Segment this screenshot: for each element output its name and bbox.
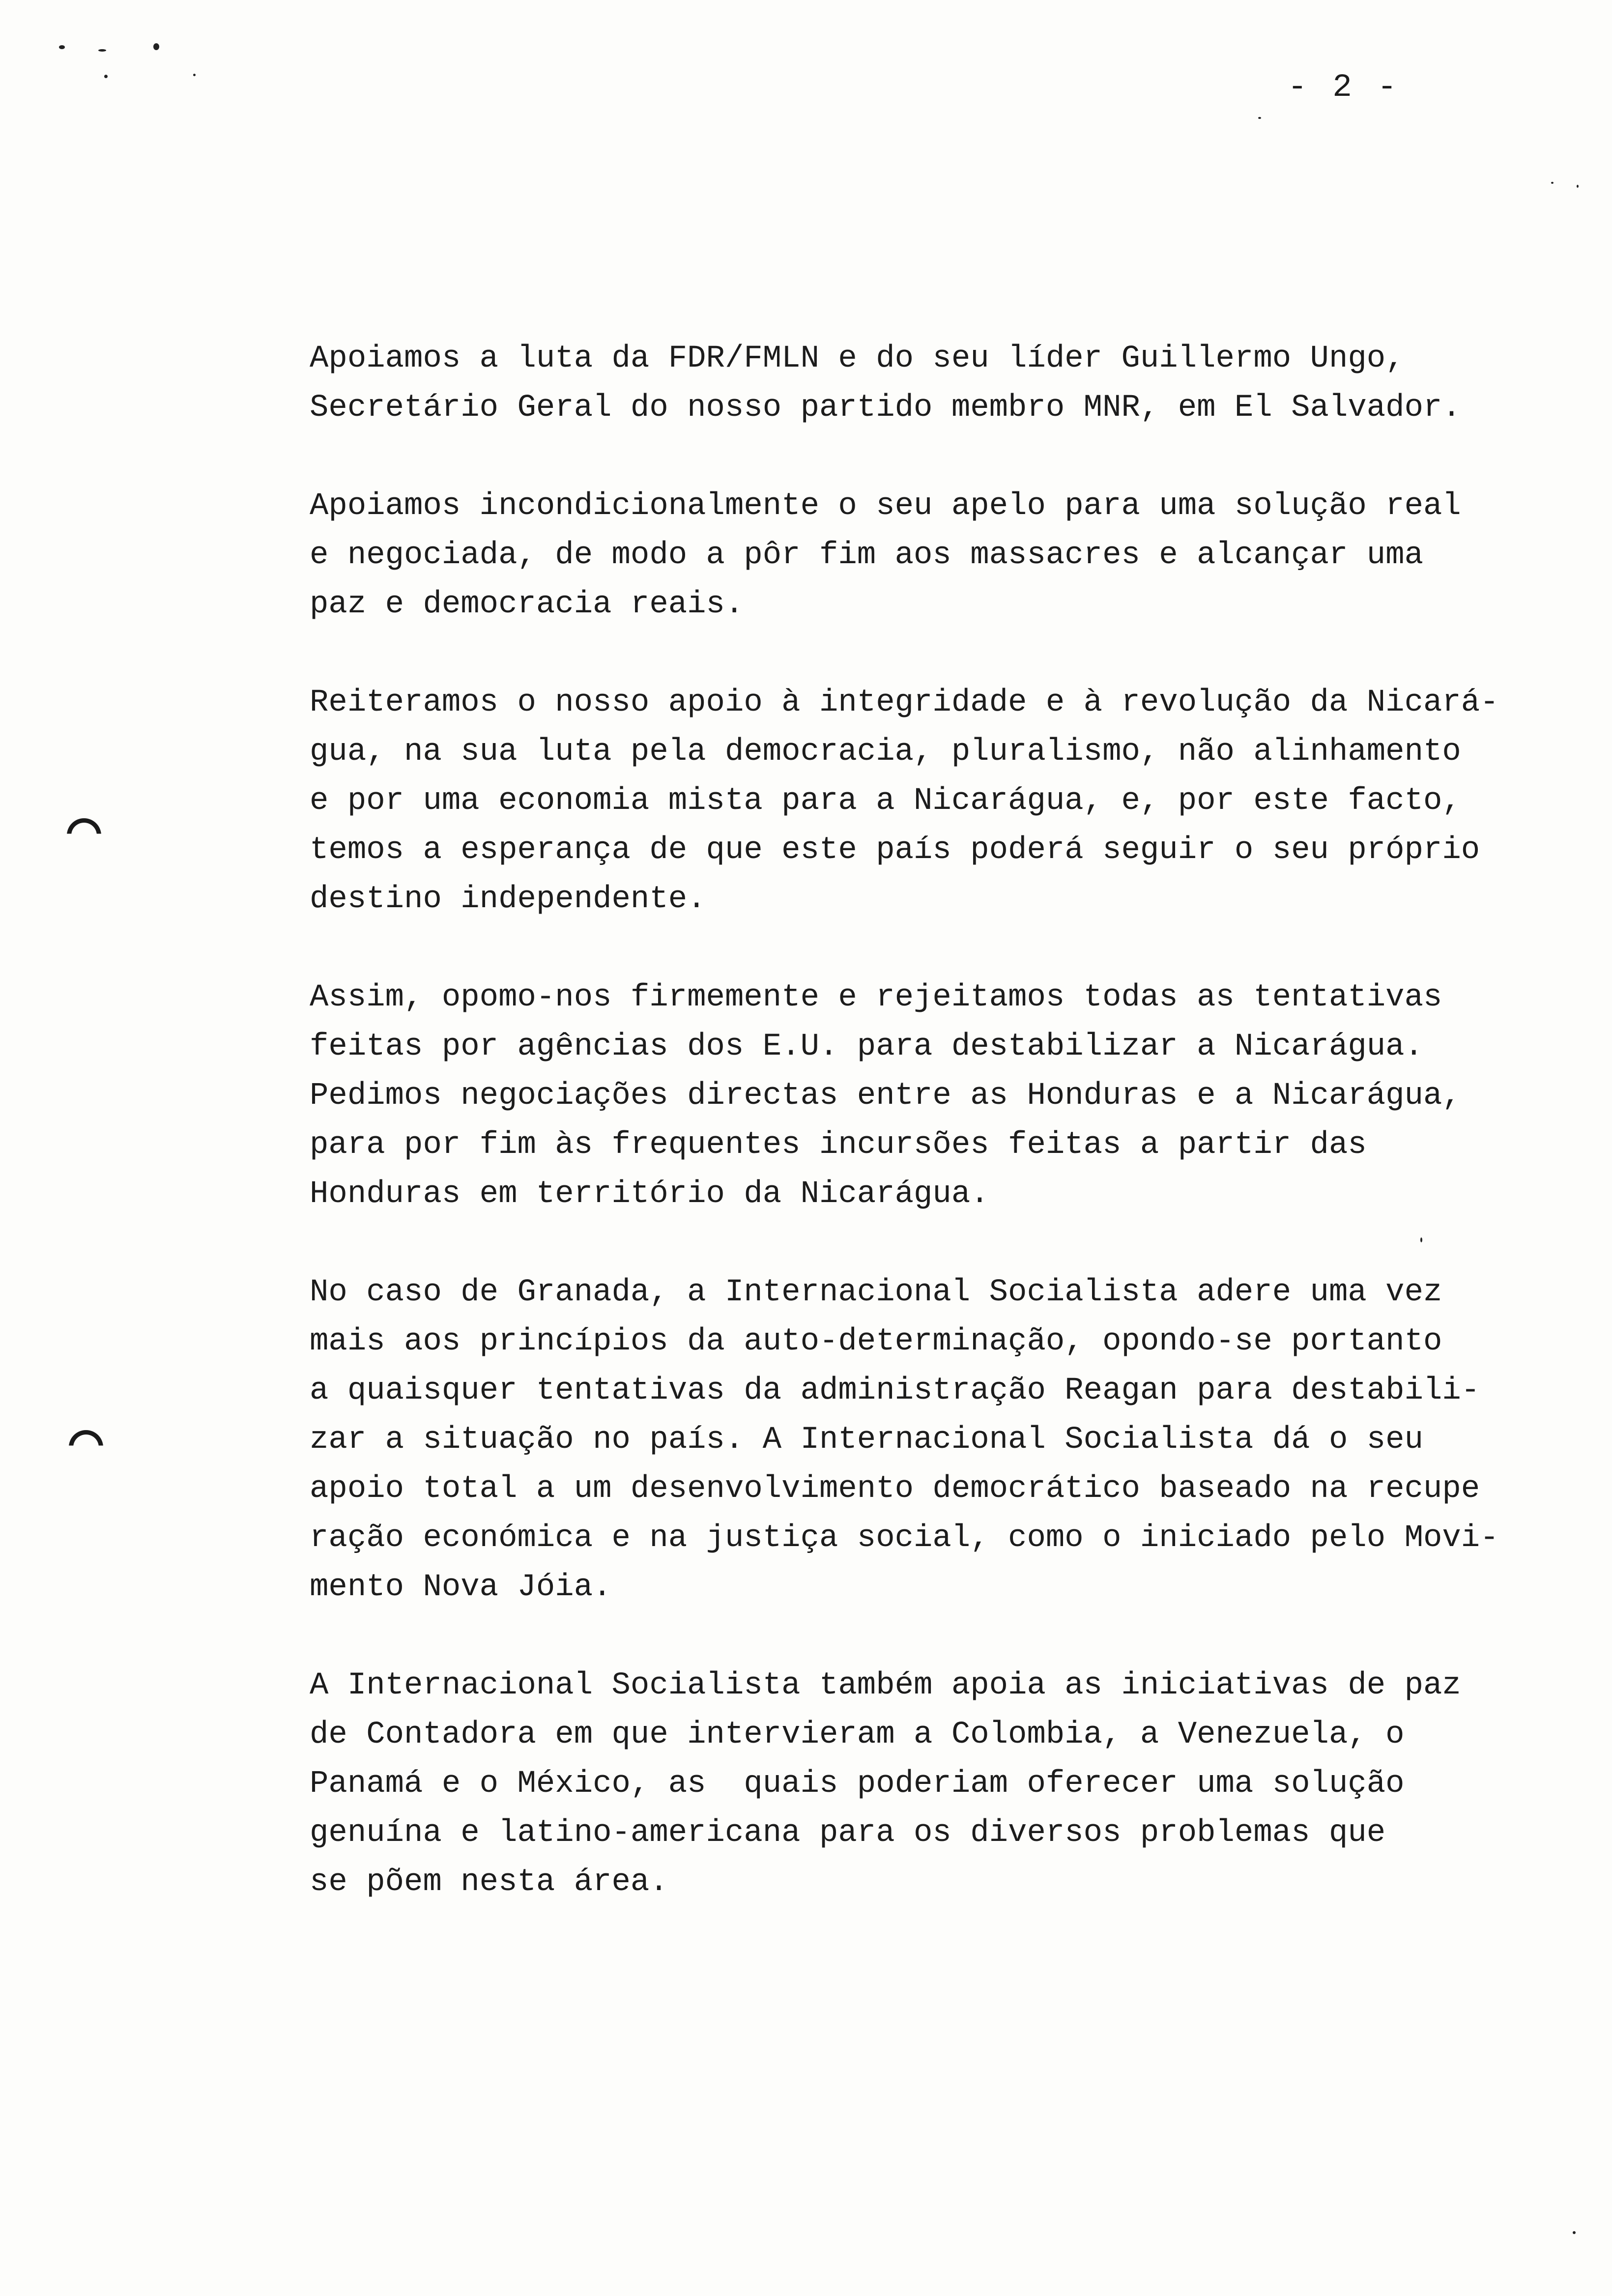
text-line: Pedimos negociações directas entre as Honduras e a Nicarágua, — [310, 1078, 1461, 1114]
text-line: Secretário Geral do nosso partido membro MNR, em El Salvador. — [310, 390, 1461, 426]
text-line: paz e democracia reais. — [310, 587, 744, 622]
text-line: Panamá e o México, as quais poderiam oferecer uma solução — [310, 1766, 1405, 1802]
text-line: se põem nesta área. — [310, 1865, 668, 1900]
scan-speck — [193, 74, 196, 76]
binder-hole-mark — [67, 818, 101, 853]
letter-body — [310, 334, 1568, 1907]
text-line: e negociada, de modo a pôr fim aos massacres e alcançar uma — [310, 538, 1423, 573]
text-line: destino independente. — [310, 882, 706, 917]
text-line: de Contadora em que intervieram a Colombia, a Venezuela, o — [310, 1717, 1405, 1752]
text-line: apoio total a um desenvolvimento democrático baseado na recupe — [310, 1471, 1480, 1507]
paragraph-contadora — [310, 1661, 1568, 1907]
text-line: mento Nova Jóia. — [310, 1570, 612, 1605]
text-line: genuína e latino-americana para os diversos problemas que — [310, 1815, 1386, 1851]
scan-speck — [1551, 182, 1554, 184]
text-line: Apoiamos a luta da FDR/FMLN e do seu líder Guillermo Ungo, — [310, 341, 1405, 376]
text-line: temos a esperança de que este país poderá seguir o seu próprio — [310, 832, 1480, 868]
text-line: zar a situação no país. A Internacional Socialista dá o seu — [310, 1422, 1423, 1458]
text-line: Reiteramos o nosso apoio à integridade e à revolução da Nicará- — [310, 685, 1499, 720]
text-line: gua, na sua luta pela democracia, pluralismo, não alinhamento — [310, 734, 1461, 770]
scan-speck — [1573, 2231, 1576, 2234]
text-line: ração económica e na justiça social, como o iniciado pelo Movi- — [310, 1521, 1499, 1556]
scan-speck — [1577, 185, 1579, 188]
scan-speck — [104, 75, 108, 78]
text-line: Honduras em território da Nicarágua. — [310, 1177, 989, 1212]
text-line: para por fim às frequentes incursões feitas a partir das — [310, 1127, 1367, 1163]
text-line: a quaisquer tentativas da administração Reagan para destabili- — [310, 1373, 1480, 1408]
paragraph-granada — [310, 1268, 1568, 1612]
text-line: mais aos princípios da auto-determinação, opondo-se portanto — [310, 1324, 1442, 1359]
paragraph-el-salvador — [310, 334, 1568, 432]
scan-speck — [1258, 117, 1261, 119]
text-line: e por uma economia mista para a Nicarágua, e, por este facto, — [310, 783, 1461, 819]
paragraph-nicaragua-support — [310, 678, 1568, 924]
text-line: Apoiamos incondicionalmente o seu apelo para uma solução real — [310, 488, 1461, 524]
text-line: A Internacional Socialista também apoia as iniciativas de paz — [310, 1668, 1461, 1703]
text-line: Assim, opomo-nos firmemente e rejeitamos todas as tentativas — [310, 980, 1442, 1015]
page-number: - 2 - — [1288, 69, 1400, 106]
paragraph-negotiated-solution — [310, 482, 1568, 629]
binder-hole-mark — [69, 1430, 103, 1464]
scan-speck — [59, 45, 65, 49]
text-line: feitas por agências dos E.U. para destabilizar a Nicarágua. — [310, 1029, 1423, 1064]
paragraph-destabilization — [310, 973, 1568, 1219]
scan-speck — [98, 49, 106, 52]
text-line: No caso de Granada, a Internacional Socialista adere uma vez — [310, 1275, 1442, 1310]
scan-speck — [153, 43, 159, 50]
